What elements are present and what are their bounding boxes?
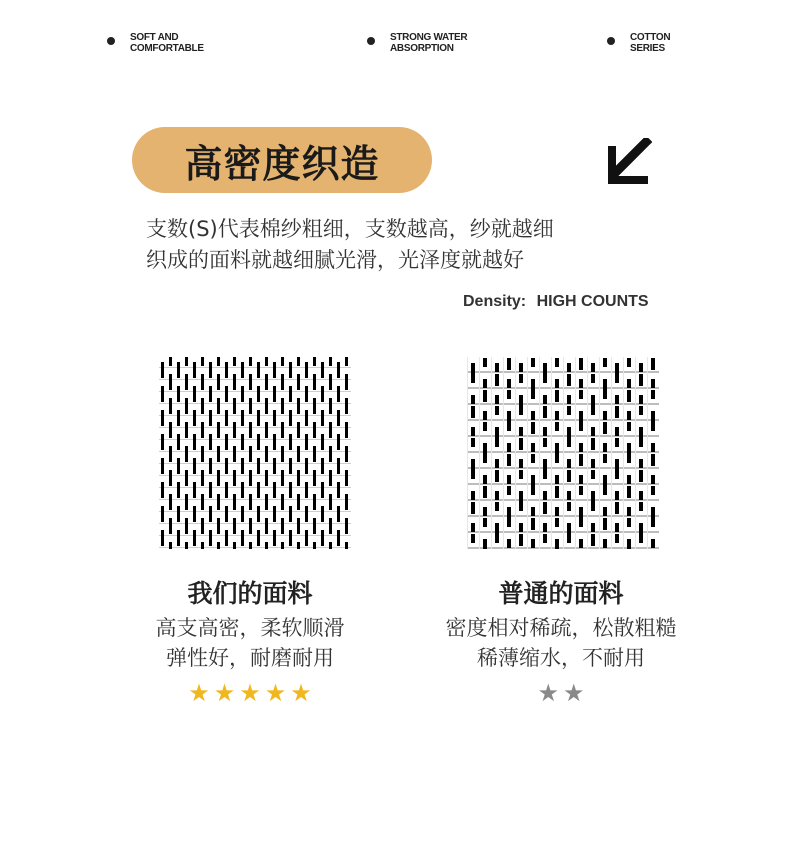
- description-line: 支数(S)代表棉纱粗细，支数越高，纱就越细: [146, 217, 554, 241]
- feature-line: ABSORPTION: [390, 43, 454, 54]
- feature-line: COTTON: [630, 32, 671, 43]
- ours-rating: [100, 681, 400, 705]
- star-icon: ★: [563, 679, 585, 707]
- ours-desc-line1: 高支高密，柔软顺滑: [155, 616, 345, 640]
- feature-cotton-series: [607, 32, 750, 54]
- bullet-dot: [107, 37, 115, 45]
- feature-label: [130, 32, 250, 54]
- bullet-dot: [367, 37, 375, 45]
- feature-label: [630, 32, 750, 54]
- star-icon: ★: [537, 679, 559, 707]
- ours-desc-line2: 弹性好，耐磨耐用: [166, 646, 334, 670]
- regular-desc-line1: 密度相对稀疏，松散粗糙: [445, 616, 677, 640]
- heading-title: 高密度织造: [184, 141, 380, 186]
- feature-line: STRONG WATER: [390, 32, 468, 43]
- feature-soft-comfortable: [107, 32, 250, 54]
- star-icon: ★: [188, 679, 210, 707]
- feature-line: COMFORTABLE: [130, 43, 204, 54]
- density-label: [463, 293, 649, 311]
- ours-title: 我们的面料: [187, 579, 313, 608]
- regular-rating: [411, 681, 711, 705]
- high-density-weave-image: [159, 357, 351, 549]
- star-icon: ★: [290, 679, 312, 707]
- description: [146, 214, 554, 276]
- description-line: 织成的面料就越细腻光滑，光泽度就越好: [146, 248, 524, 272]
- star-icon: ★: [239, 679, 261, 707]
- regular-desc-line2: 稀薄缩水，不耐用: [477, 646, 645, 670]
- feature-label: [390, 32, 510, 54]
- feature-line: SOFT AND: [130, 32, 179, 43]
- regular-weave-image: [467, 357, 659, 549]
- bullet-dot: [607, 37, 615, 45]
- feature-water-absorption: [367, 32, 510, 54]
- density-key: Density:: [463, 293, 527, 310]
- feature-line: SERIES: [630, 43, 665, 54]
- arrow-down-left-icon: [600, 138, 652, 188]
- star-icon: ★: [264, 679, 287, 707]
- regular-title: 普通的面料: [498, 579, 624, 608]
- star-icon: ★: [213, 679, 236, 707]
- heading-pill: [132, 127, 432, 193]
- density-value: HIGH COUNTS: [536, 293, 649, 310]
